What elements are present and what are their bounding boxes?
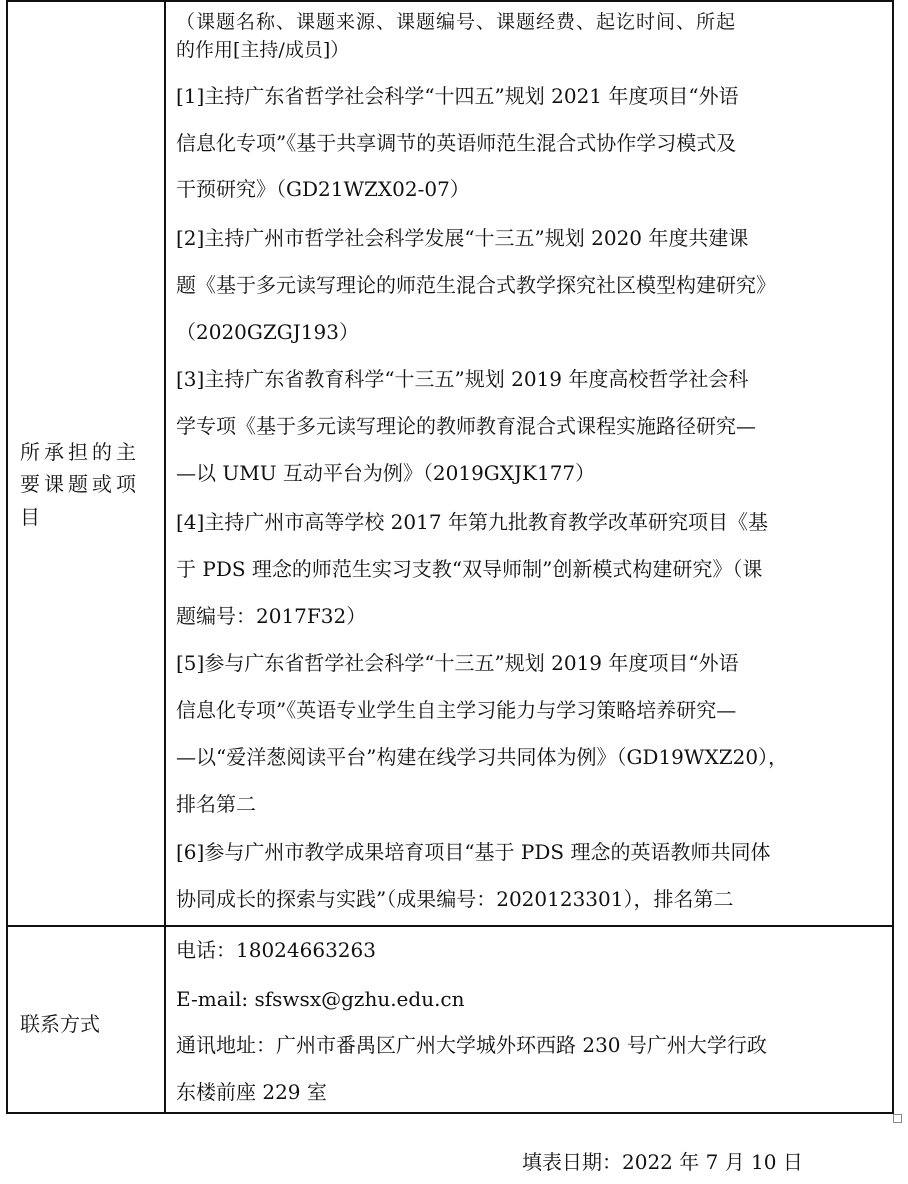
fill-date: 填表日期：2022 年 7 月 10 日 [522, 1150, 803, 1174]
project-line: 排名第二 [176, 792, 256, 816]
project-line: [3]主持广东省教育科学“十三五”规划 2019 年度高校哲学社会科 [176, 367, 749, 391]
projects-hint-line: （课题名称、课题来源、课题编号、课题经费、起讫时间、所起 [176, 11, 737, 33]
project-line: —以 UMU 互动平台为例》（2019GXJK177） [176, 461, 596, 485]
project-line: （2020GZGJ193） [176, 320, 359, 344]
project-line: [1]主持广东省哲学社会科学“十四五”规划 2021 年度项目“外语 [176, 84, 739, 108]
table-resize-handle[interactable] [893, 1114, 902, 1123]
project-line: 题《基于多元读写理论的师范生混合式教学探究社区模型构建研究》 [176, 273, 776, 297]
contact-label: 联系方式 [20, 1012, 100, 1036]
project-line: 于 PDS 理念的师范生实习支教“双导师制”创新模式构建研究》（课 [176, 557, 763, 581]
project-line: 信息化专项”《基于共享调节的英语师范生混合式协作学习模式及 [176, 131, 737, 155]
projects-hint-line: 的作用[主持/成员]） [176, 39, 350, 61]
project-line: 题编号：2017F32） [176, 604, 367, 628]
projects-label-line: 所承担的主 [20, 440, 140, 464]
project-line: 信息化专项”《英语专业学生自主学习能力与学习策略培养研究— [176, 698, 737, 722]
contact-email: E-mail: sfswsx@gzhu.edu.cn [176, 987, 465, 1011]
project-line: [2]主持广州市哲学社会科学发展“十三五”规划 2020 年度共建课 [176, 226, 749, 250]
contact-address-line: 东楼前座 229 室 [176, 1080, 327, 1104]
column-divider [164, 0, 166, 1114]
row-divider [6, 925, 894, 927]
project-line: 协同成长的探索与实践”（成果编号：2020123301），排名第二 [176, 887, 734, 911]
projects-label-line: 目 [20, 505, 40, 529]
contact-phone: 电话：18024663263 [176, 938, 376, 962]
table-left-border [6, 0, 8, 1114]
project-line: 干预研究》（GD21WZX02-07） [176, 177, 470, 201]
project-line: [6]参与广州市教学成果培育项目“基于 PDS 理念的英语教师共同体 [176, 840, 771, 864]
table-top-border [6, 0, 894, 2]
project-line: 学专项《基于多元读写理论的教师教育混合式课程实施路径研究— [176, 414, 756, 438]
project-line: —以“爱洋葱阅读平台”构建在线学习共同体为例》（GD19WXZ20）， [176, 745, 789, 769]
projects-label-line: 要课题或项 [20, 472, 140, 496]
contact-address-line: 通讯地址：广州市番禺区广州大学城外环西路 230 号广州大学行政 [176, 1033, 767, 1057]
project-line: [5]参与广东省哲学社会科学“十三五”规划 2019 年度项目“外语 [176, 651, 739, 675]
table-bottom-border [6, 1112, 894, 1114]
table-right-border [892, 0, 894, 1114]
project-line: [4]主持广州市高等学校 2017 年第九批教育教学改革研究项目《基 [176, 510, 768, 534]
